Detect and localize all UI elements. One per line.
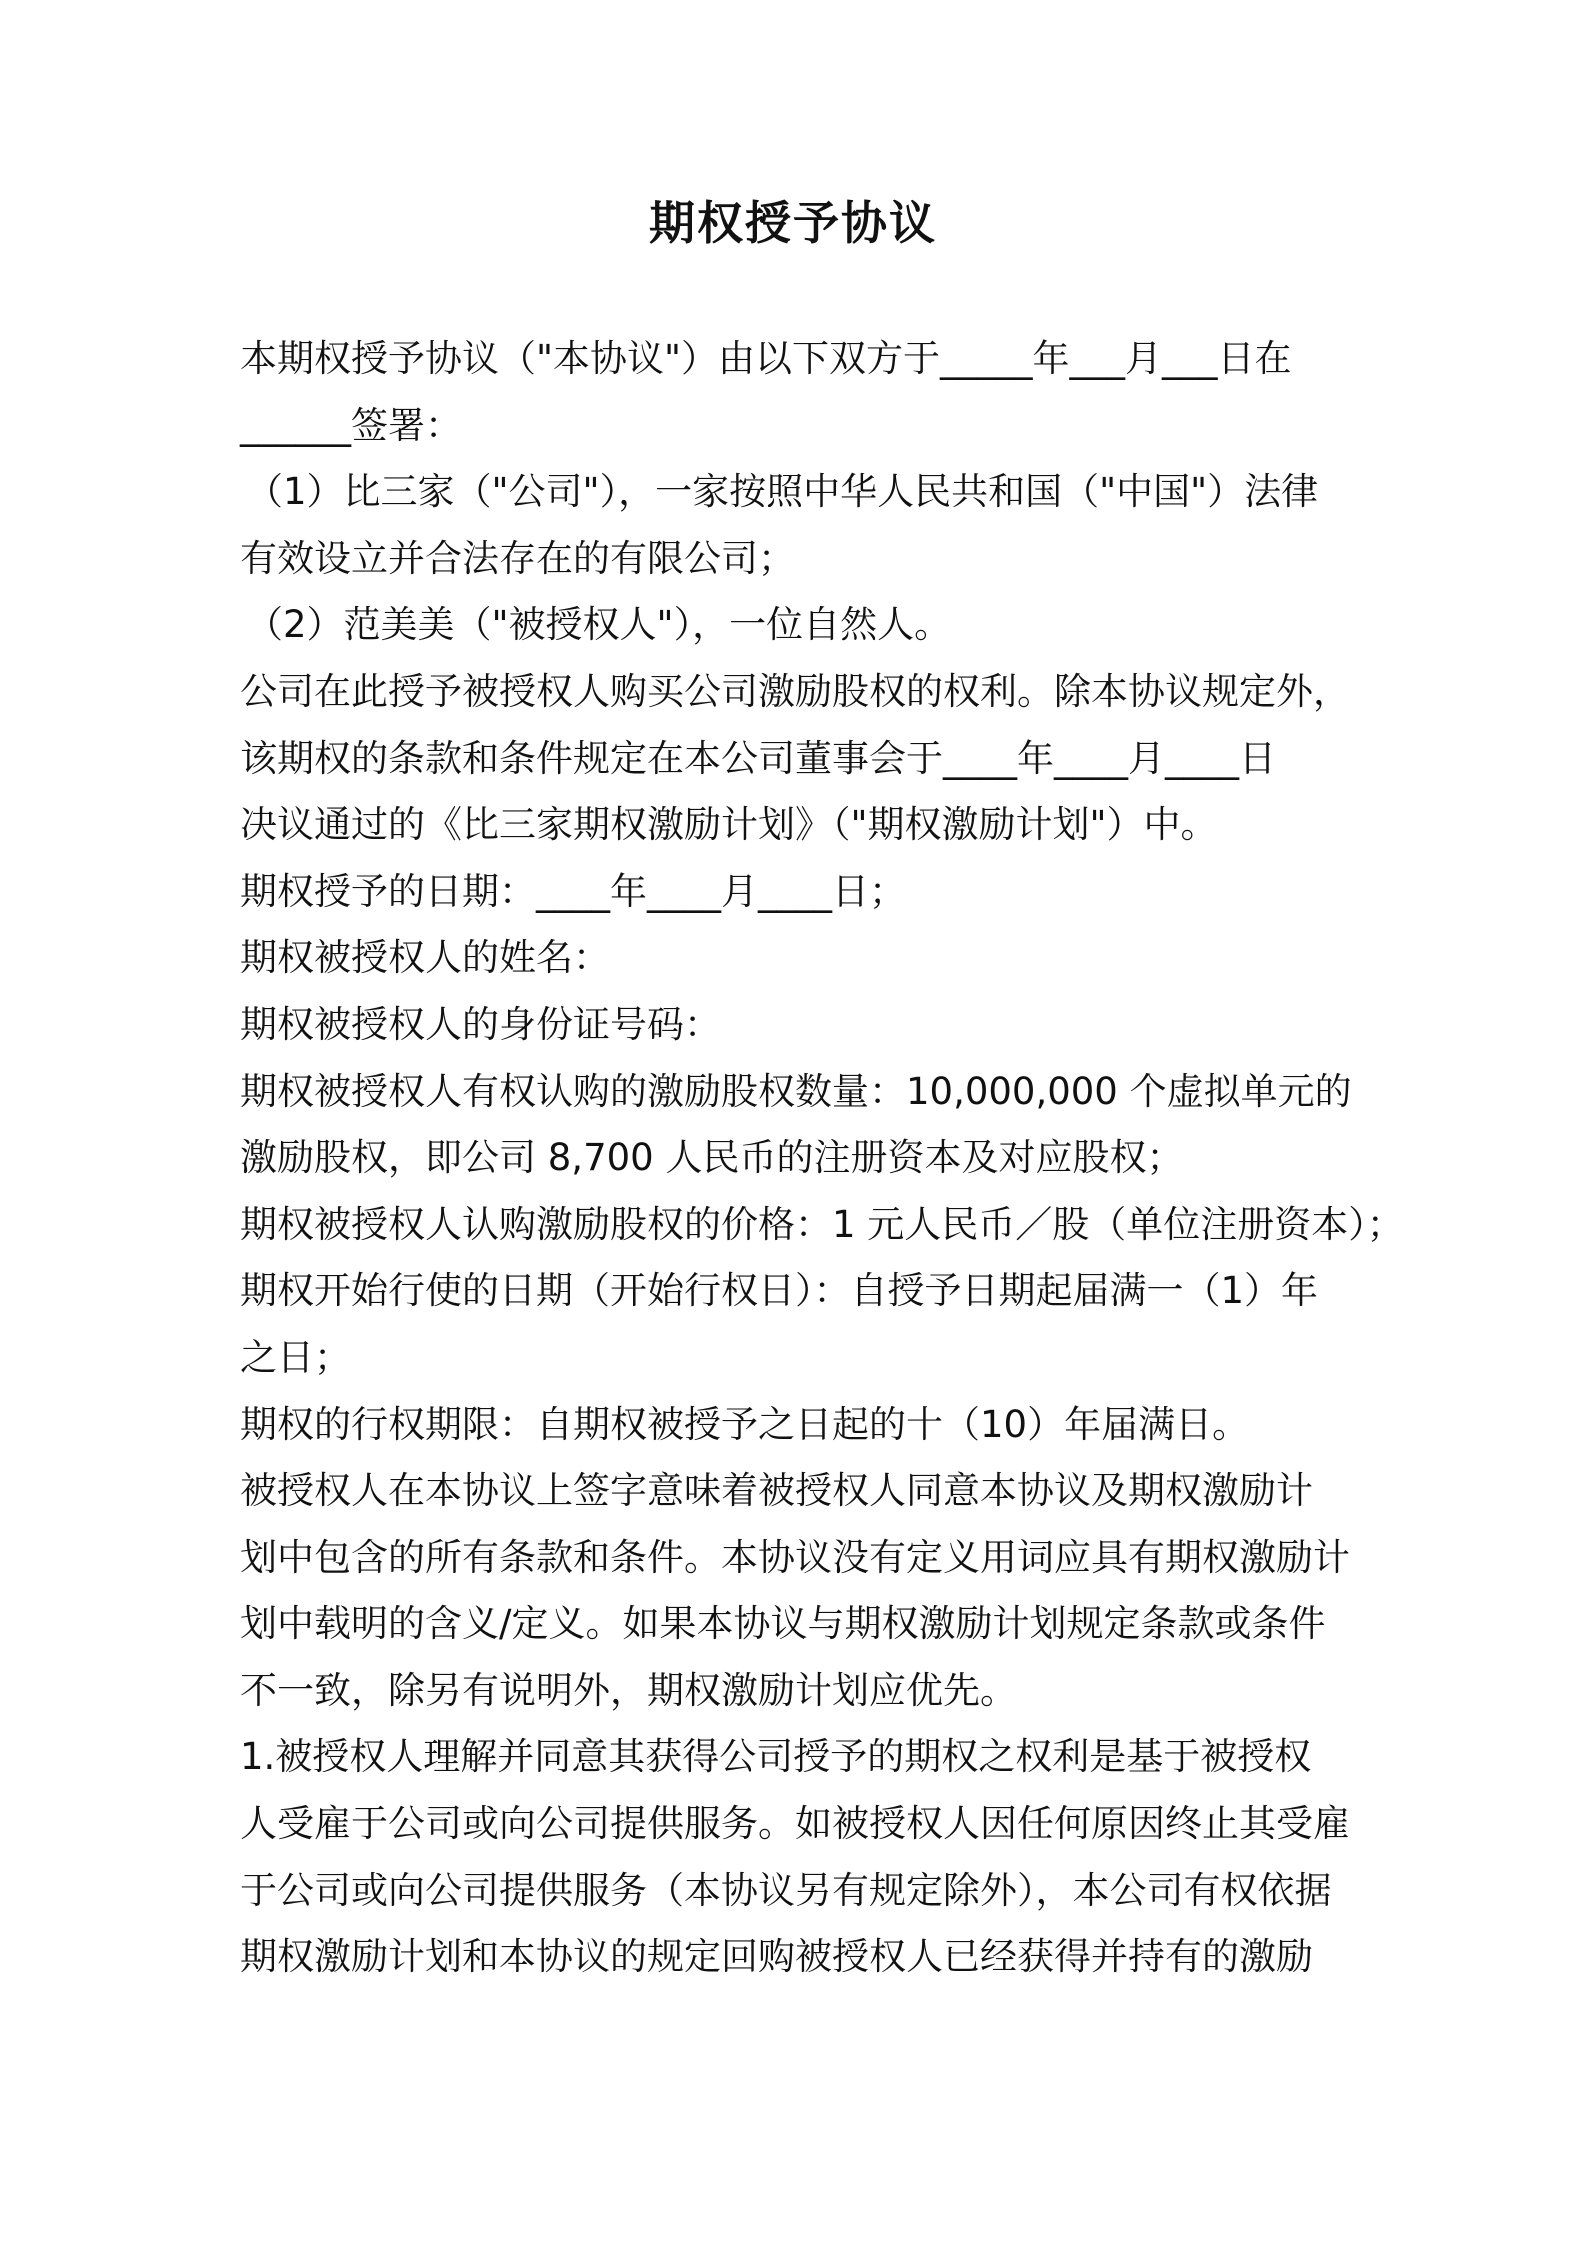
text-line: 激励股权，即公司 8,700 人民币的注册资本及对应股权； [240, 1136, 1184, 1180]
text-line: 本期权授予协议（"本协议"）由以下双方于_____年___月___日在 [240, 337, 1292, 380]
text-line: 期权被授权人认购激励股权的价格：1 元人民币／股（单位注册资本）； [240, 1202, 1404, 1246]
text-line: 期权被授权人的身份证号码： [240, 1002, 721, 1046]
document-body [240, 326, 1404, 1991]
text-line: ______签署： [240, 403, 462, 447]
text-line: 期权授予的日期：____年____月____日； [240, 869, 906, 913]
text-line: 划中包含的所有条款和条件。本协议没有定义用词应具有期权激励计 [240, 1535, 1350, 1579]
text-line: （2）范美美（"被授权人"），一位自然人。 [246, 603, 952, 647]
text-line: 期权激励计划和本协议的规定回购被授权人已经获得并持有的激励 [240, 1935, 1313, 1979]
text-line: 1.被授权人理解并同意其获得公司授予的期权之权利是基于被授权 [240, 1735, 1312, 1779]
text-line: 决议通过的《比三家期权激励计划》（"期权激励计划"）中。 [240, 803, 1218, 847]
text-line: （1）比三家（"公司"），一家按照中华人民共和国（"中国"）法律 [246, 470, 1319, 514]
text-line: 划中载明的含义/定义。如果本协议与期权激励计划规定条款或条件 [240, 1602, 1326, 1646]
text-line: 人受雇于公司或向公司提供服务。如被授权人因任何原因终止其受雇 [240, 1802, 1350, 1846]
text-line: 有效设立并合法存在的有限公司； [240, 536, 795, 580]
text-line: 期权的行权期限：自期权被授予之日起的十（10）年届满日。 [240, 1402, 1250, 1446]
text-line: 期权被授权人的姓名： [240, 936, 610, 980]
text-line: 被授权人在本协议上签字意味着被授权人同意本协议及期权激励计 [240, 1469, 1313, 1513]
text-line: 期权开始行使的日期（开始行权日）：自授予日期起届满一（1）年 [240, 1269, 1319, 1313]
text-line: 期权被授权人有权认购的激励股权数量：10,000,000 个虚拟单元的 [240, 1069, 1352, 1113]
text-line: 之日； [240, 1335, 351, 1379]
text-line: 于公司或向公司提供服务（本协议另有规定除外），本公司有权依据 [240, 1868, 1332, 1912]
text-line: 公司在此授予被授权人购买公司激励股权的权利。除本协议规定外， [240, 669, 1350, 713]
text-line: 不一致，除另有说明外，期权激励计划应优先。 [240, 1668, 1017, 1712]
document-title: 期权授予协议 [649, 196, 937, 250]
text-line: 该期权的条款和条件规定在本公司董事会于____年____月____日 [240, 736, 1276, 780]
